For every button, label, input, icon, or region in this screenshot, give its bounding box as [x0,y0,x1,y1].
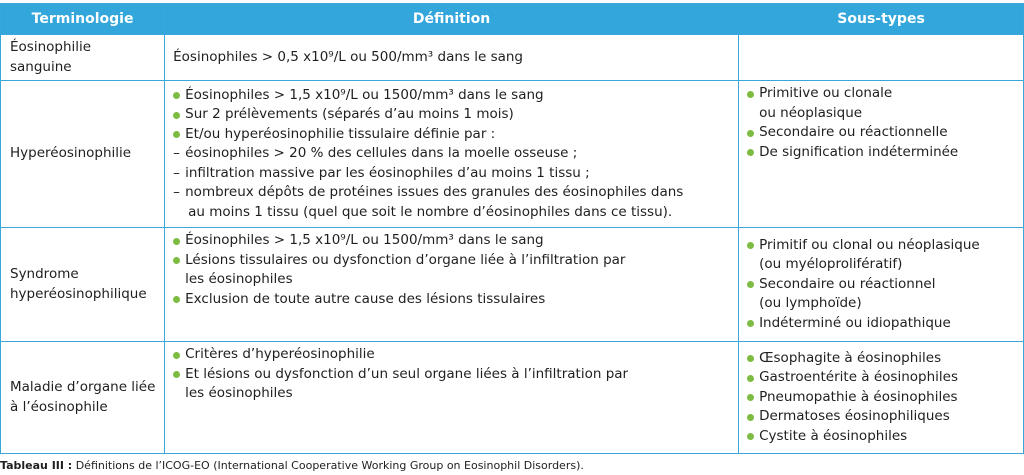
item-text: éosinophiles > 20 % des cellules dans la moelle osseuse ; [185,145,578,162]
item-text: (ou myéloprolifératif) [759,256,903,273]
item-text: Dermatoses éosinophiliques [759,408,950,425]
item-text: Gastroentérite à éosinophiles [759,369,958,386]
item-text: Indéterminé ou idiopathique [759,314,951,331]
item-text: les éosinophiles [185,271,293,287]
item-text: au moins 1 tissu (quel que soit le nombre d’éosinophiles dans ce tissu). [188,203,673,220]
definition-list [173,86,730,223]
definition-cell [165,81,739,228]
definition-cell: Éosinophiles > 0,5 x10⁹/L ou 500/mm³ dans le sang [165,35,739,81]
term-cell: Maladie d’organe liée à l’éosinophile [1,342,165,454]
header-definition: Définition [165,4,739,35]
item-text: ou néoplasique [759,104,863,121]
subtypes-list [747,236,1015,334]
bullet-item [173,125,730,145]
item-text: Sur 2 prélèvements (séparés d’au moins 1 mois) [185,106,514,123]
bullet-item [747,236,1015,256]
table-row [1,35,1024,81]
bullet-item [747,84,1015,104]
bullet-item [173,105,730,125]
caption-text: Définitions de l’ICOG-EO (International Cooperative Working Group on Eosinophil Disorders). [72,459,584,472]
item-text: Œsophagite à éosinophiles [759,349,942,366]
item-text: De signification indéterminée [759,143,959,160]
bullet-item [173,231,730,251]
item-text: Secondaire ou réactionnelle [759,124,948,140]
dash-mark: – [173,164,180,181]
bullet-item [747,407,1015,427]
continuation-line [747,294,1015,314]
item-text: Exclusion de toute autre cause des lésions tissulaires [185,290,546,307]
bullet-item [747,368,1015,388]
term-cell: Syndrome hyperéosinophilique [1,228,165,342]
definition-list [173,231,730,309]
table-caption [0,459,584,472]
table-row [1,228,1024,342]
bullet-item [173,86,730,106]
bullet-item [173,290,730,310]
bullet-item [173,365,730,385]
bullet-item [747,314,1015,334]
dash-item [173,164,730,184]
continuation-line [173,203,730,223]
item-text: Lésions tissulaires ou dysfonction d’organe liée à l’infiltration par [185,251,626,268]
definition-cell [165,342,739,454]
dash-mark: – [173,184,180,201]
dash-item [173,183,730,203]
dash-mark: – [173,145,180,162]
bullet-item [173,251,730,271]
term-cell: Éosinophilie sanguine [1,35,165,81]
header-terminologie: Terminologie [1,4,165,35]
bullet-item [747,143,1015,163]
item-text: Éosinophiles > 1,5 x10⁹/L ou 1500/mm³ dans le sang [185,86,544,103]
item-text: Secondaire ou réactionnel [759,275,936,292]
header-sous-types: Sous-types [739,4,1024,35]
table-row [1,342,1024,454]
item-text: Primitive ou clonale [759,85,893,101]
item-text: Cystite à éosinophiles [759,427,908,444]
bullet-item [747,388,1015,408]
definition-cell [165,228,739,342]
item-text: infiltration massive par les éosinophiles d’au moins 1 tissu ; [185,164,590,181]
subtypes-cell [739,35,1024,81]
dash-item [173,144,730,164]
continuation-line [173,270,730,290]
continuation-line [173,384,730,404]
item-text: nombreux dépôts de protéines issues des granules des éosinophiles dans [185,184,684,201]
bullet-item [747,123,1015,143]
item-text: Éosinophiles > 1,5 x10⁹/L ou 1500/mm³ dans le sang [185,232,544,248]
item-text: Et/ou hyperéosinophilie tissulaire définie par : [185,125,496,142]
definitions-table [0,3,1024,454]
item-text: Primitif ou clonal ou néoplasique [759,236,980,253]
header-row [1,4,1024,35]
term-cell: Hyperéosinophilie [1,81,165,228]
table-row [1,81,1024,228]
subtypes-cell [739,228,1024,342]
subtypes-cell [739,342,1024,454]
continuation-line [747,104,1015,124]
item-text: (ou lymphoïde) [759,295,862,312]
caption-label: Tableau III : [0,459,73,472]
definition-list [173,345,730,404]
subtypes-list [747,84,1015,162]
subtypes-list [747,349,1015,447]
item-text: Et lésions ou dysfonction d’un seul organe liées à l’infiltration par [185,365,629,382]
item-text: Critères d’hyperéosinophilie [185,346,375,362]
item-text: Pneumopathie à éosinophiles [759,388,958,405]
bullet-item [747,427,1015,447]
subtypes-cell [739,81,1024,228]
bullet-item [173,345,730,365]
bullet-item [747,275,1015,295]
bullet-item [747,349,1015,369]
item-text: les éosinophiles [185,385,293,401]
continuation-line [747,255,1015,275]
